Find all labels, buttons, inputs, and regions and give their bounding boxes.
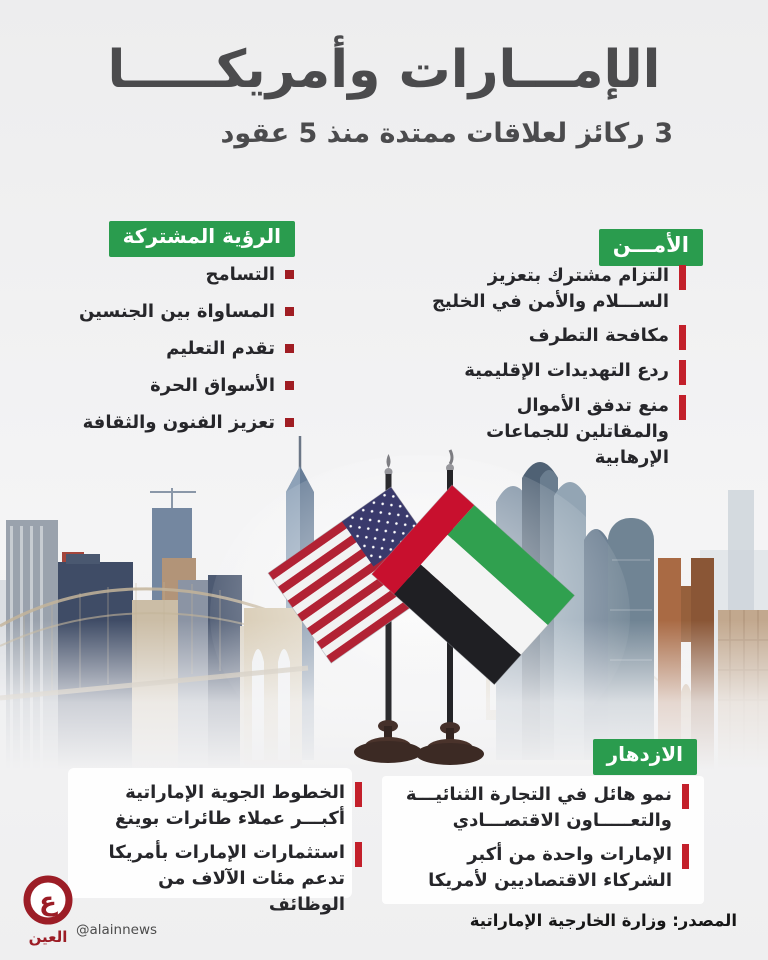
city-skyline-and-flags [0,430,768,770]
bullet-bar-icon [355,782,362,807]
section-heading-prosperity: الازدهار [593,739,697,775]
bullet-bar-icon [679,265,686,290]
bullet-square-icon [285,270,294,279]
list-item: مكافحة التطرف [417,323,686,350]
page-subtitle: 3 ركائز لعلاقات ممتدة منذ 5 عقود [220,118,673,149]
list-item: تعزيز الفنون والثقافة [79,410,294,436]
section-security-items [417,263,686,479]
bullet-bar-icon [355,842,362,867]
logo-glyph: ع [39,887,57,917]
bullet-square-icon [285,418,294,427]
section-shared-vision-items [79,262,294,447]
list-item: الإمارات واحدة من أكبر الشركاء الاقتصاديين لأمريكا [404,842,689,894]
bullet-square-icon [285,307,294,316]
list-item: الأسواق الحرة [79,373,294,399]
list-item: الخطوط الجوية الإماراتية أكبـــر عملاء طائرات بوينغ [83,780,362,832]
bullet-bar-icon [679,360,686,385]
alain-news-logo [20,874,78,950]
bullet-square-icon [285,381,294,390]
list-item: التزام مشترك بتعزيز الســـلام والأمن في الخليج [417,263,686,315]
source-credit: المصدر: وزارة الخارجية الإماراتية [469,911,737,930]
list-item: استثمارات الإمارات بأمريكا تدعم مئات الآلاف من الوظائف [83,840,362,918]
social-handle: @alainnews [76,922,158,938]
section-prosperity-items [404,782,689,902]
bullet-bar-icon [682,784,689,809]
list-item: نمو هائل في التجارة الثنائيـــة والتعـــــاون الاقتصـــادي [404,782,689,834]
list-item: ردع التهديدات الإقليمية [417,358,686,385]
list-item: تقدم التعليم [79,336,294,362]
list-item: المساواة بين الجنسين [79,299,294,325]
page-title: الإمـــارات وأمريكـــــا [107,40,661,100]
bullet-bar-icon [679,395,686,420]
section-trade-investment-items [83,780,362,926]
list-item: التسامح [79,262,294,288]
bullet-square-icon [285,344,294,353]
list-item: منع تدفق الأموال والمقاتلين للجماعات الإرهابية [417,393,686,471]
section-heading-security: الأمـــن [599,229,703,266]
logo-wordmark: العين [28,928,68,946]
bullet-bar-icon [682,844,689,869]
bullet-bar-icon [679,325,686,350]
section-heading-shared-vision: الرؤية المشتركة [109,221,295,257]
